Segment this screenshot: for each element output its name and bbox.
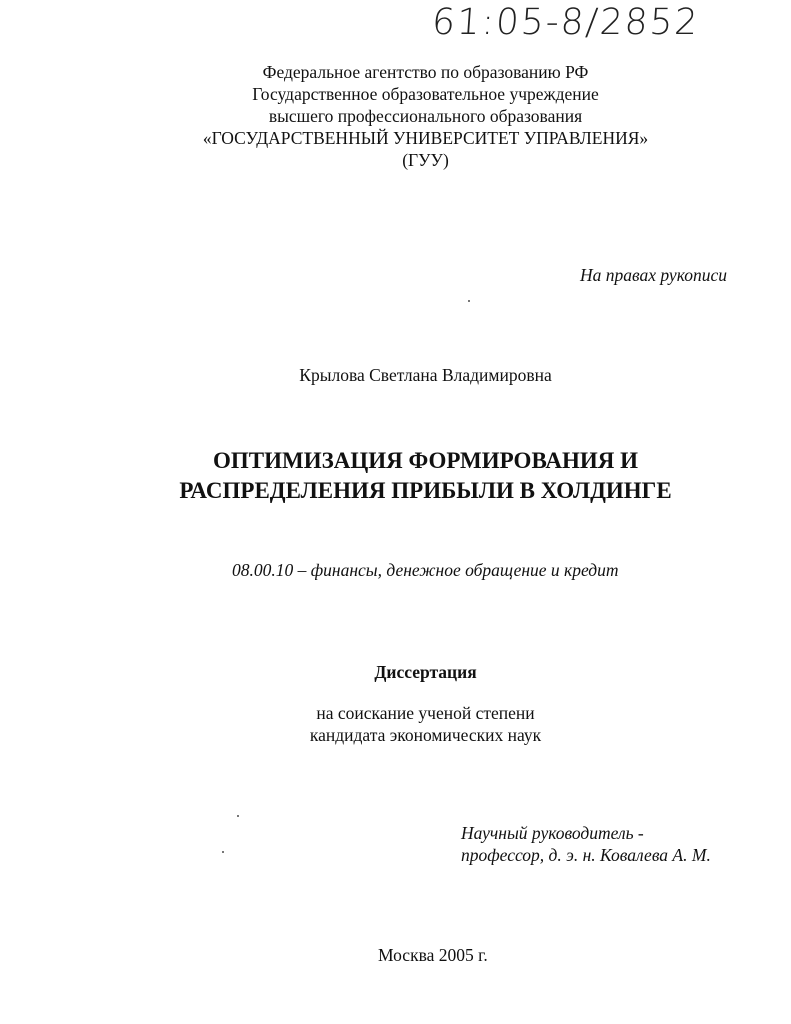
scan-speck xyxy=(468,300,470,302)
header-line: высшего профессионального образования xyxy=(268,106,583,126)
scan-speck xyxy=(222,851,224,853)
author-name: Крылова Светлана Владимировна xyxy=(299,365,552,385)
specialty: 08.00.10 – финансы, денежное обращение и кредит xyxy=(232,560,619,580)
scan-speck xyxy=(237,815,239,817)
title-line: ОПТИМИЗАЦИЯ ФОРМИРОВАНИЯ И xyxy=(213,448,638,473)
handwritten-archive-number: 61:05-8/2852 xyxy=(430,2,701,43)
supervisor-line: Научный руководитель - xyxy=(461,823,644,843)
document-type: Диссертация xyxy=(374,662,477,682)
degree-line: кандидата экономических наук xyxy=(309,725,542,745)
title-line: РАСПРЕДЕЛЕНИЯ ПРИБЫЛИ В ХОЛДИНГЕ xyxy=(179,478,672,503)
header-line: (ГУУ) xyxy=(402,150,449,170)
degree-line: на соискание ученой степени xyxy=(316,703,535,723)
manuscript-note: На правах рукописи xyxy=(580,265,727,285)
supervisor-line: профессор, д. э. н. Ковалева А. М. xyxy=(461,845,711,865)
header-line: Федеральное агентство по образованию РФ xyxy=(262,62,589,82)
header-line: Государственное образовательное учреждение xyxy=(252,84,599,104)
header-line: «ГОСУДАРСТВЕННЫЙ УНИВЕРСИТЕТ УПРАВЛЕНИЯ» xyxy=(202,128,649,148)
place-year: Москва 2005 г. xyxy=(378,945,488,965)
